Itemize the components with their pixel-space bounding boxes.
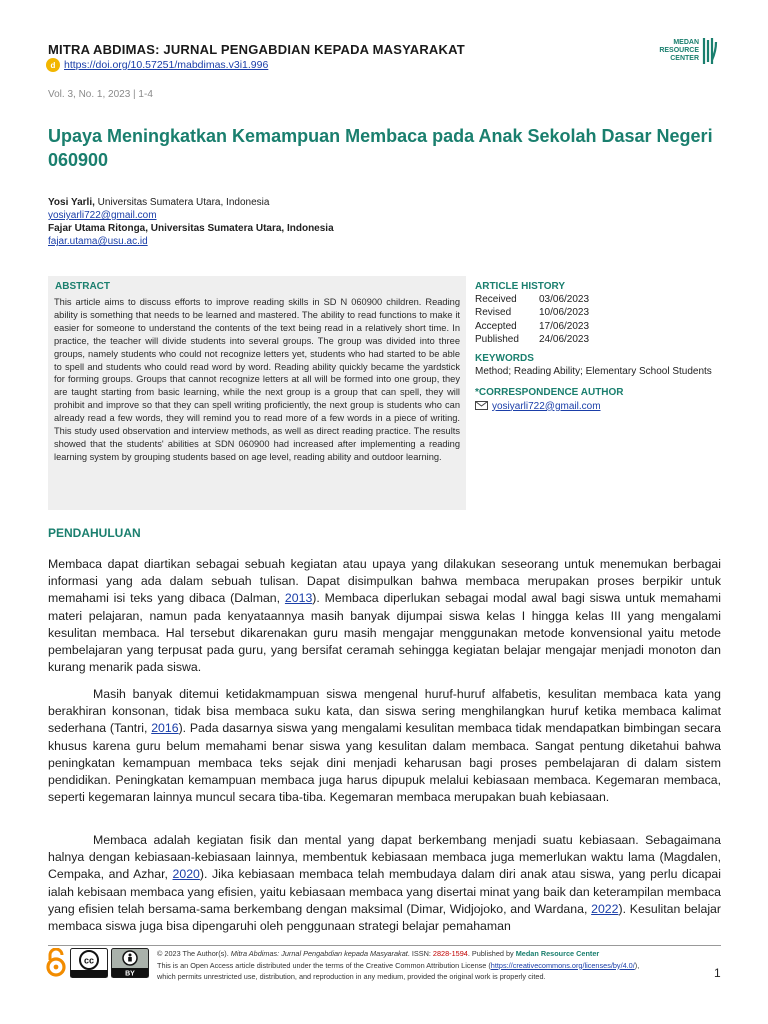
doi-icon: d	[46, 58, 60, 72]
doi-link[interactable]: https://doi.org/10.57251/mabdimas.v3i1.996	[64, 59, 269, 71]
paragraph-1	[48, 556, 721, 676]
article-title: Upaya Meningkatkan Kemampuan Membaca pada Anak Sekolah Dasar Negeri 060900	[48, 126, 713, 170]
footer-divider	[48, 945, 721, 946]
publisher-logo-text	[659, 39, 699, 63]
p1-text-b: ). Membaca diperlukan sebagai modal awal bagi siswa untuk memahami materi pelajaran, namun pada kenyataannya masih banyak dijumpai siswa kelas I hingga kelas III yang mengalami kesulitan membaca. Hal tersebut dikarenakan guru masih mengajar menggunakan metode konvensional yaitu metode pembelajaran yang terpusat pada guru, yang bersifat ceramah sehingga kegiatan belajar mengajar menjadi monoton dan kurang menarik pada siswa.	[48, 591, 721, 675]
logo-mark-icon	[702, 36, 718, 66]
paragraph-2	[48, 686, 721, 806]
abstract-box	[48, 276, 466, 510]
license-line	[157, 960, 697, 972]
author-1-affiliation: Universitas Sumatera Utara, Indonesia	[94, 197, 270, 208]
history-date: 17/06/2023	[539, 320, 590, 332]
issn-value: 2828-1594	[432, 949, 468, 958]
history-label: Received	[475, 294, 517, 306]
publisher-logo	[659, 36, 718, 66]
cc-label: cc	[83, 955, 95, 966]
issn-label: . ISSN:	[407, 949, 433, 958]
history-label: Accepted	[475, 320, 517, 332]
volume-info: Vol. 3, No. 1, 2023 | 1-4	[48, 89, 153, 100]
article-info-panel	[475, 280, 725, 413]
footer-license-text	[157, 948, 697, 983]
paragraph-3	[48, 832, 721, 935]
license-link[interactable]: https://creativecommons.org/licenses/by/4.0/	[490, 960, 635, 970]
p3-text-b: ). Jika kebiasaan membaca telah membudaya dalam diri anak atau siswa, yang perlu dicapai ialah kebisaan membaca yang efisien, yaitu kebiasaan membaca yang disertai minat yang baik dan keterampilan membaca yang efisien telah bersama-sama berkembang dengan maksimal (Dimar, Widjojoko, and Wardana,	[48, 867, 722, 916]
publisher-name: Medan Resource Center	[515, 949, 600, 958]
by-label: BY	[125, 970, 135, 978]
history-date: 03/06/2023	[539, 294, 590, 306]
license-text-end: ),	[634, 960, 640, 970]
keywords-heading: KEYWORDS	[475, 353, 534, 365]
history-date: 10/06/2023	[539, 307, 590, 319]
correspondence-email[interactable]: yosiyarli722@gmail.com	[492, 400, 601, 412]
history-row	[475, 320, 725, 333]
abstract-heading: ABSTRACT	[55, 281, 110, 292]
open-access-icon	[45, 948, 67, 978]
correspondence-heading: *CORRESPONDENCE AUTHOR	[475, 387, 624, 399]
p2-text-b: ). Pada dasarnya siswa yang mengalami kesulitan membaca tidak mendapatkan bimbingan secara khusus karena guru belum memahami benar siswa yang kesulitan dalam membaca. Sangat pentung diketahui bahwa peningkatan kemampuan membaca teks sejak dini menjadi keharusan bagi proses pembelajaran di dalam sistem pendidikan. Peningkatan kemampuan membaca juga harus dipupuk melalui kebiasaan membaca. Kegemaran membaca, seperti kegemaran lainnya muncul secara tiba-tiba. Kegemaran membaca merupakan buah kebiasaan.	[48, 721, 721, 805]
p1-text-a: Membaca dapat diartikan sebagai sebuah kegiatan atau upaya yang dilakukan seseorang untuk menemukan berbagai informasi yang ada dalam sebuah tulisan. Dapat disimpulkan bahwa membaca merupakan proses berpikir untuk memahami isi teks yang dibaca (Dalman,	[48, 557, 721, 606]
history-heading: ARTICLE HISTORY	[475, 281, 566, 292]
author-2: Fajar Utama Ritonga, Universitas Sumatera Utara, Indonesia	[48, 223, 334, 234]
published-by-label: . Published by	[467, 949, 516, 958]
history-date: 24/06/2023	[539, 333, 590, 345]
section-heading: PENDAHULUAN	[48, 526, 141, 540]
page-number: 1	[714, 966, 721, 980]
history-row	[475, 333, 725, 346]
history-label: Revised	[475, 307, 512, 319]
p2-text-a: Masih banyak ditemui ketidakmampuan siswa mengenal huruf-huruf alfabetis, kesulitan membaca kata yang berakhiran konsonan, tidak bisa membaca suku kata, dan siswa sering menghilangkan huruf ketika membaca kalimat sederhana (Tantri,	[48, 687, 721, 736]
correspondence-row	[475, 400, 725, 413]
license-text: This is an Open Access article distributed under the terms of the Creative Common Attribution License (	[157, 960, 491, 970]
author-1-email[interactable]: yosiyarli722@gmail.com	[48, 210, 157, 221]
copyright-text: © 2023 The Author(s).	[157, 949, 231, 958]
by-attribution-icon[interactable]	[111, 948, 149, 978]
p3-text-a: Membaca adalah kegiatan fisik dan mental yang dapat berkembang menjadi suatu kebiasaan. Sebagaimana halnya dengan kebiasaan-kebiasaan lainnya, membentuk kebiasaan membaca juga memerlukan waktu lama (Magdalen, Cempaka, and Azhar,	[48, 833, 721, 882]
logo-line-3: CENTER	[670, 55, 699, 62]
logo-line-1: MEDAN	[673, 39, 699, 46]
doi-row	[46, 58, 268, 72]
history-row	[475, 293, 725, 306]
abstract-text: This article aims to discuss efforts to improve reading skills in SD N 060900 children. Reading ability is something that needs to be learned and mastered. The ability to read functions to make it easier for someone to understand the contents of the text being read in a relatively short time. In practice, the teacher will divide students into several groups. The group was divided into three groups, namely students who could not recognize letters yet, students who had started to be able to spell and students who could read word by word. Reading ability quickly became the yardstick for forming groups. Groups that cannot recognize letters at all will be formed into one group, they are taught starting from basic learning, while the next group is a group that can spell, they will prohibit and improve so that they can spell writing proficiently, the next group is students who can already read a few words, they will remind you to read more of a few words in a piece of writing. This study used observation and interview methods, as well as direct reading practice. The results showed that the students' abilities at SDN 060900 had increased after implementing a reading learning system by grouping students based on age level, reading ability and outdoor learning.	[54, 297, 460, 462]
citation-link[interactable]: 2020	[172, 867, 200, 882]
p3-text-c: ). Kesulitan belajar membaca siswa juga bisa dipengaruhi oleh penggunaan strategi belajar pemahaman	[48, 901, 721, 934]
citation-link[interactable]: 2022	[591, 901, 619, 916]
author-block	[48, 196, 334, 248]
citation-link[interactable]: 2013	[284, 591, 313, 606]
copyright-line	[157, 948, 697, 960]
license-badges	[45, 948, 149, 978]
copyright-journal: Mitra Abdimas: Jurnal Pengabdian kepada Masyarakat	[230, 949, 408, 958]
journal-title: MITRA ABDIMAS: JURNAL PENGABDIAN KEPADA MASYARAKAT	[48, 42, 465, 57]
license-line-2: which permits unrestricted use, distribution, and reproduction in any medium, provided the original work is properly cited.	[157, 972, 546, 981]
envelope-icon	[475, 401, 488, 410]
cc-license-icon[interactable]	[70, 948, 108, 978]
author-2-email[interactable]: fajar.utama@usu.ac.id	[48, 236, 148, 247]
author-1-name: Yosi Yarli,	[48, 197, 95, 208]
history-label: Published	[475, 333, 519, 345]
history-row	[475, 306, 725, 319]
keywords-text: Method; Reading Ability; Elementary School Students	[475, 366, 712, 378]
logo-line-2: RESOURCE	[659, 47, 699, 54]
citation-link[interactable]: 2016	[151, 721, 179, 736]
author-1	[48, 196, 334, 209]
